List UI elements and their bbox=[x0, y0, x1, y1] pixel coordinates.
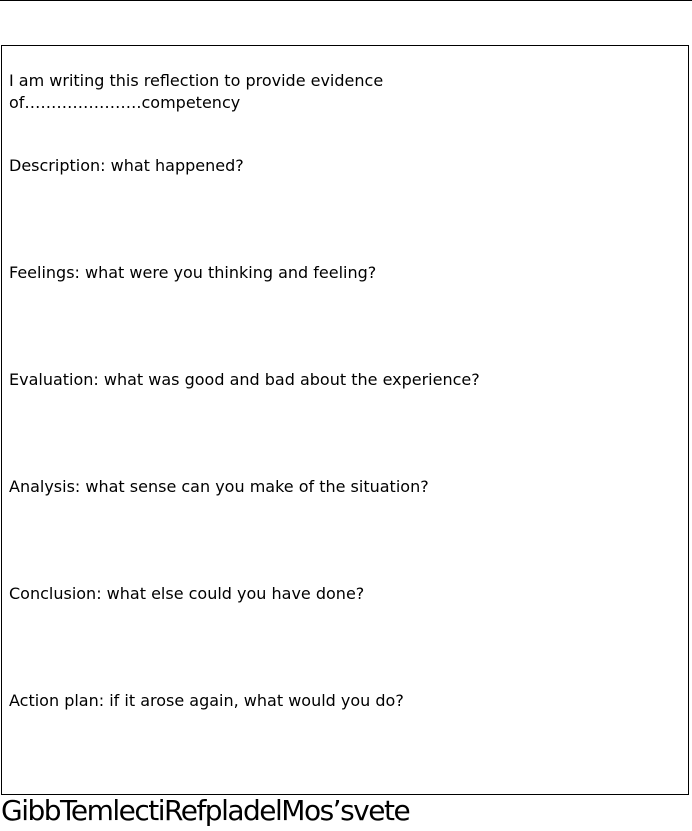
prompt-description: Description: what happened? bbox=[9, 156, 244, 175]
reflection-form bbox=[1, 45, 689, 795]
prompt-feelings: Feelings: what were you thinking and feeling? bbox=[9, 263, 377, 282]
footer-title: GibbTemlectiRefpladelMos’svete bbox=[1, 794, 410, 827]
intro-line-1: I am writing this reflection to provide evidence bbox=[9, 71, 384, 90]
intro-line-2: of………………….competency bbox=[9, 93, 241, 112]
top-rule bbox=[0, 0, 692, 1]
prompt-evaluation: Evaluation: what was good and bad about the experience? bbox=[9, 370, 480, 389]
prompt-analysis: Analysis: what sense can you make of the situation? bbox=[9, 477, 429, 496]
prompt-action-plan: Action plan: if it arose again, what would you do? bbox=[9, 691, 404, 710]
prompt-conclusion: Conclusion: what else could you have done? bbox=[9, 584, 365, 603]
intro-statement bbox=[9, 70, 609, 114]
